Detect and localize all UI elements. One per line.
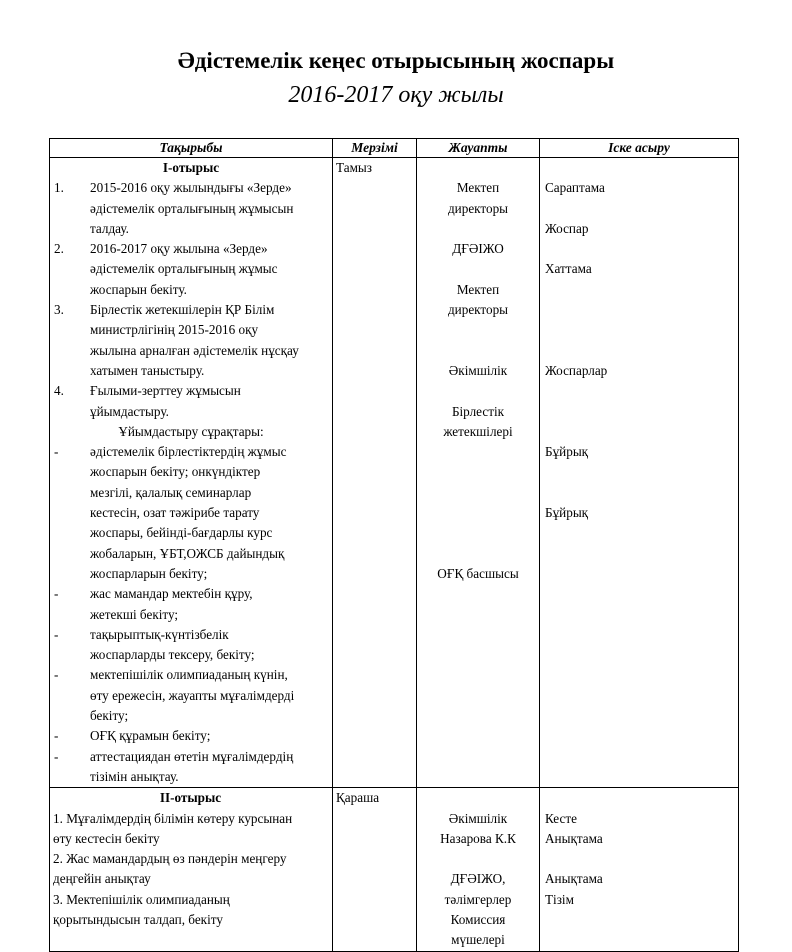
session-2-row [50, 788, 739, 951]
header-topic: Тақырыбы [50, 139, 333, 158]
list-item: - ОҒҚ құрамын бекіту; [54, 728, 211, 744]
list-item: 2. 2016-2017 оқу жылына «Зерде» әдістемелік орталығының жұмыс жоспарын бекіту. [54, 241, 278, 297]
plan-table [49, 138, 739, 952]
list-item: 4. Ғылыми-зерттеу жұмысын ұйымдастыру. [54, 383, 241, 419]
list-item: - тақырыптық-күнтізбелік жоспарларды тексеру, бекіту; [54, 626, 255, 663]
table-header-row [50, 139, 739, 158]
list-item: - әдістемелік бірлестіктердің жұмыс жоспарын бекіту; онкүндіктер мезгілі, қалалық семинарлар кестесін, озат тәжірибе тарату жоспары, бейінді-бағдарлы курс жобаларын, ҰБТ,ОЖСБ дайындық жоспарларын бекіту; [54, 444, 287, 581]
session-2-implementation: Кесте Анықтама Анықтама Тізім [540, 788, 739, 951]
list-item: 3. Бірлестік жетекшілерін ҚР Білім министрлігінің 2015-2016 оқу жылына арналған әдістемелік нұсқау хатымен таныстыру. [54, 302, 299, 378]
session-2-responsible: Әкімшілік Назарова К.К ДҒӘІЖО, тәлімгерлер Комиссия мүшелері [417, 788, 540, 951]
session-2-title: ІІ-отырыс [159, 790, 222, 806]
list-item: - жас мамандар мектебін құру, жетекші бекіту; [54, 586, 253, 622]
session-1-responsible: Мектеп директоры ДҒӘІЖО Мектеп директоры Әкімшілік Бірлестік жетекшілері ОҒҚ басшысы [417, 158, 540, 788]
page-title: Әдістемелік кеңес отырысының жоспары [177, 48, 615, 73]
list-item: - аттестациядан өтетін мұғалімдердің тізімін анықтау. [54, 748, 294, 784]
organizational-questions-title: Ұйымдастыру сұрақтары: [118, 423, 264, 439]
header-implementation: Іске асыру [540, 139, 739, 158]
list-item: 1. 2015-2016 оқу жылындығы «Зерде» әдістемелік орталығының жұмысын талдау. [54, 180, 294, 236]
list-item: - мектепішілік олимпиаданың күнін, өту ережесін, жауапты мұғалімдерді бекіту; [54, 667, 295, 724]
header-responsible: Жауапты [417, 139, 540, 158]
page-subtitle: 2016-2017 оқу жылы [288, 82, 504, 108]
session-2-term: Қараша [333, 788, 417, 951]
header-term: Мерзімі [333, 139, 417, 158]
session-1-implementation: Сараптама Жоспар Хаттама Жоспарлар Бұйрық Бұйрық [540, 158, 739, 788]
session-1-title: І-отырыс [162, 160, 220, 175]
session-2-topic: ІІ-отырыс 1. Мұғалімдердің білімін көтеру курсынан өту кестесін бекіту 2. Жас мамандардың өз пәндерін меңгеру деңгейін анықтау 3. Мектепішілік олимпиаданың қорытындысын талдап, бекіту [50, 788, 333, 951]
session-1-term: Тамыз [333, 158, 417, 788]
session-1-topic [50, 158, 333, 788]
session-1-row [50, 158, 739, 788]
